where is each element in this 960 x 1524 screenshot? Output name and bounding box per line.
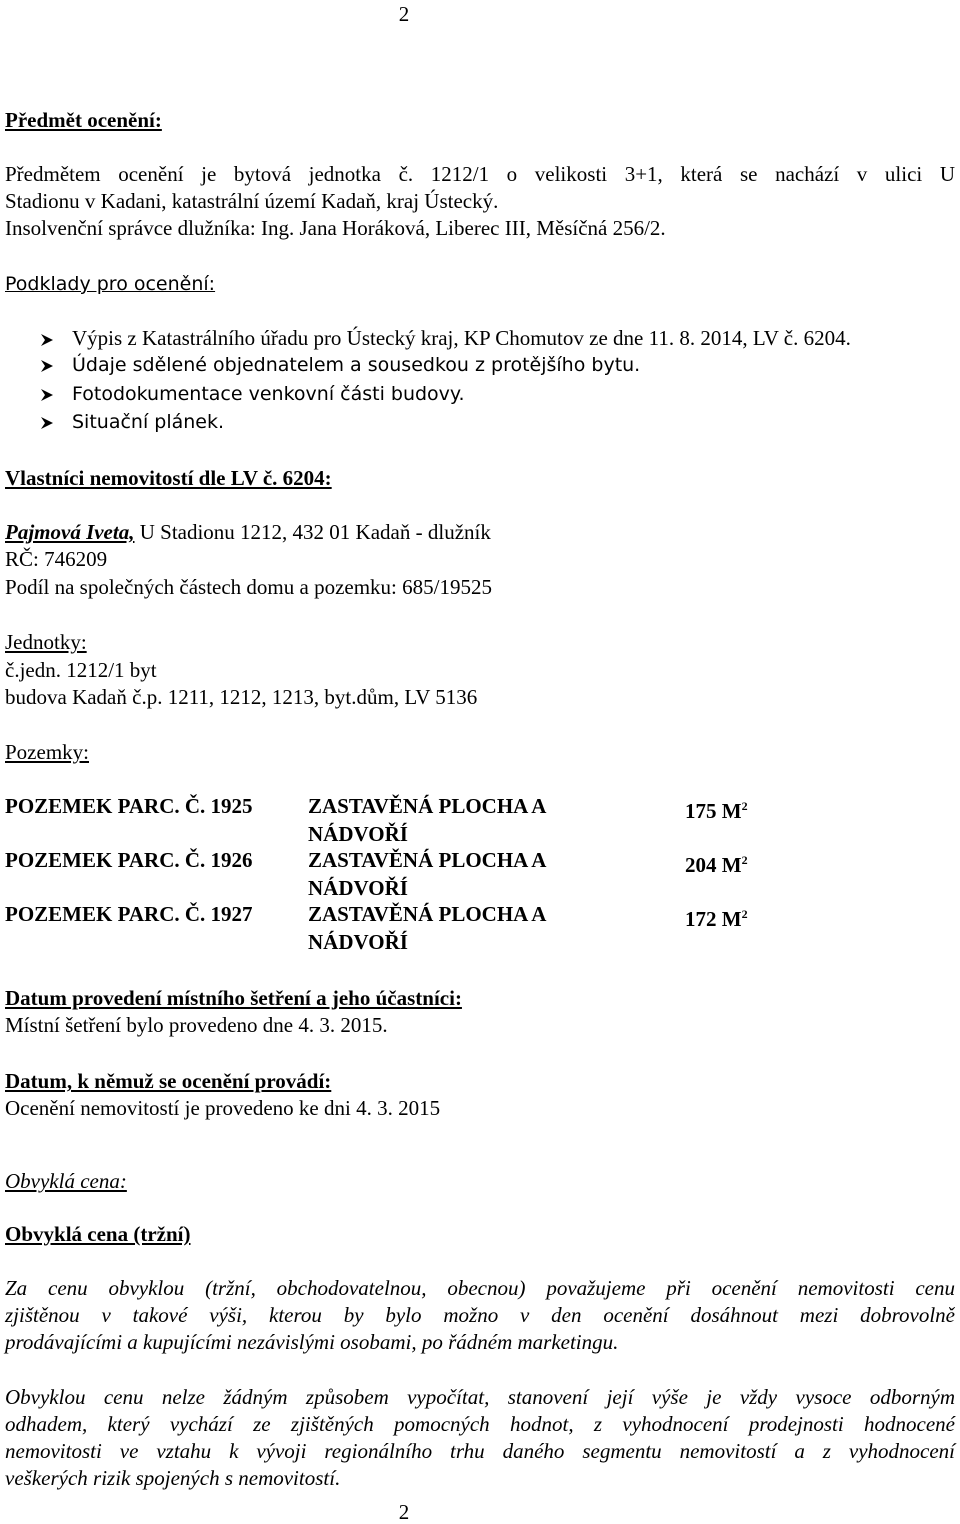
inspection-text: Místní šetření bylo provedeno dne 4. 3. 2015.: [5, 1013, 388, 1037]
owners-heading: Vlastníci nemovitostí dle LV č. 6204:: [5, 466, 332, 490]
owner-rc: RČ: 746209: [5, 547, 108, 571]
page-number-bottom: 2: [398, 1500, 410, 1524]
parcel-area: 172 $M^2$: [685, 907, 748, 931]
arrow-bullet-icon: [40, 324, 72, 352]
subject-heading: Předmět ocenění:: [5, 108, 162, 132]
page-number-top: 2: [398, 2, 410, 26]
arrow-bullet-icon: [40, 408, 72, 436]
owner-line: [5, 518, 491, 546]
units-line-2: budova Kadaň č.p. 1211, 1212, 1213, byt.dům, LV 5136: [5, 685, 478, 709]
paragraph-1-line: Za cenu obvyklou (tržní, obchodovatelnou, obecnou) považujeme při ocenění nemovitosti cenu: [5, 1276, 955, 1300]
valuation-date-heading: Datum, k němuž se ocenění provádí:: [5, 1069, 332, 1093]
list-item: [40, 380, 465, 408]
parcel-number: POZEMEK PARC. Č. 1925: [5, 794, 253, 818]
parcel-area: 175 $M^2$: [685, 799, 748, 823]
parcel-type: ZASTAVĚNÁ PLOCHA A NÁDVOŘÍ: [308, 902, 546, 954]
paragraph-2-line: odhadem, který vychází ze zjištěných pomocných hodnot, z vyhodnocení prodejnosti hodnocené: [5, 1412, 955, 1436]
list-item-text: Údaje sdělené objednatelem a sousedkou z protějšího bytu.: [72, 354, 641, 376]
area-exponent: 2: [741, 799, 748, 813]
parcel-type: ZASTAVĚNÁ PLOCHA A NÁDVOŘÍ: [308, 848, 546, 900]
sources-heading: Podklady pro ocenění:: [5, 273, 216, 295]
list-item: [40, 408, 224, 436]
parcel-type: ZASTAVĚNÁ PLOCHA A NÁDVOŘÍ: [308, 794, 546, 846]
area-exponent: 2: [741, 907, 748, 921]
subject-line-3: Insolvenční správce dlužníka: Ing. Jana Horáková, Liberec III, Měsíčná 256/2.: [5, 216, 666, 240]
units-line-1: č.jedn. 1212/1 byt: [5, 658, 157, 682]
inspection-heading: Datum provedení místního šetření a jeho účastníci:: [5, 986, 462, 1010]
list-item: [40, 351, 640, 379]
list-item: [40, 324, 851, 352]
valuation-date-text: Ocenění nemovitostí je provedeno ke dni 4. 3. 2015: [5, 1096, 441, 1120]
owner-address: U Stadionu 1212, 432 01 Kadaň - dlužník: [134, 520, 491, 544]
paragraph-2-line: Obvyklou cenu nelze žádným způsobem vypočítat, stanovení její výše je vždy vysoce odborným: [5, 1385, 955, 1409]
units-heading: Jednotky:: [5, 630, 87, 654]
usual-price-heading: Obvyklá cena:: [5, 1169, 127, 1193]
list-item-text: Fotodokumentace venkovní části budovy.: [72, 383, 465, 405]
paragraph-1-line: zjištěnou v takové výši, kterou by bylo možno v den ocenění dosáhnout mezi dobrovolně: [5, 1303, 955, 1327]
owner-name: Pajmová Iveta,: [5, 520, 135, 544]
parcel-number: POZEMEK PARC. Č. 1926: [5, 848, 253, 872]
list-item-text: Situační plánek.: [72, 411, 225, 433]
list-item-text: Výpis z Katastrálního úřadu pro Ústecký kraj, KP Chomutov ze dne 11. 8. 2014, LV č. 6204.: [72, 326, 851, 350]
subject-line-2: Stadionu v Kadani, katastrální území Kadaň, kraj Ústecký.: [5, 189, 499, 213]
paragraph-2-line: veškerých rizik spojených s nemovitostí.: [5, 1466, 341, 1490]
area-exponent: 2: [741, 853, 748, 867]
parcel-area: 204 $M^2$: [685, 853, 748, 877]
arrow-bullet-icon: [40, 380, 72, 408]
land-heading: Pozemky:: [5, 740, 89, 764]
usual-price-subheading: Obvyklá cena (tržní): [5, 1222, 191, 1246]
paragraph-1-line: prodávajícími a kupujícími nezávislými osobami, po řádném marketingu.: [5, 1330, 619, 1354]
owner-share: Podíl na společných částech domu a pozemku: 685/19525: [5, 575, 492, 599]
arrow-bullet-icon: [40, 351, 72, 379]
parcel-number: POZEMEK PARC. Č. 1927: [5, 902, 253, 926]
paragraph-2-line: nemovitosti ve vztahu k vývoji regionálního trhu daného segmentu nemovitostí a z vyhodnocení: [5, 1439, 955, 1463]
subject-line-1: Předmětem ocenění je bytová jednotka č. 1212/1 o velikosti 3+1, která se nachází v ulici U: [5, 162, 955, 186]
